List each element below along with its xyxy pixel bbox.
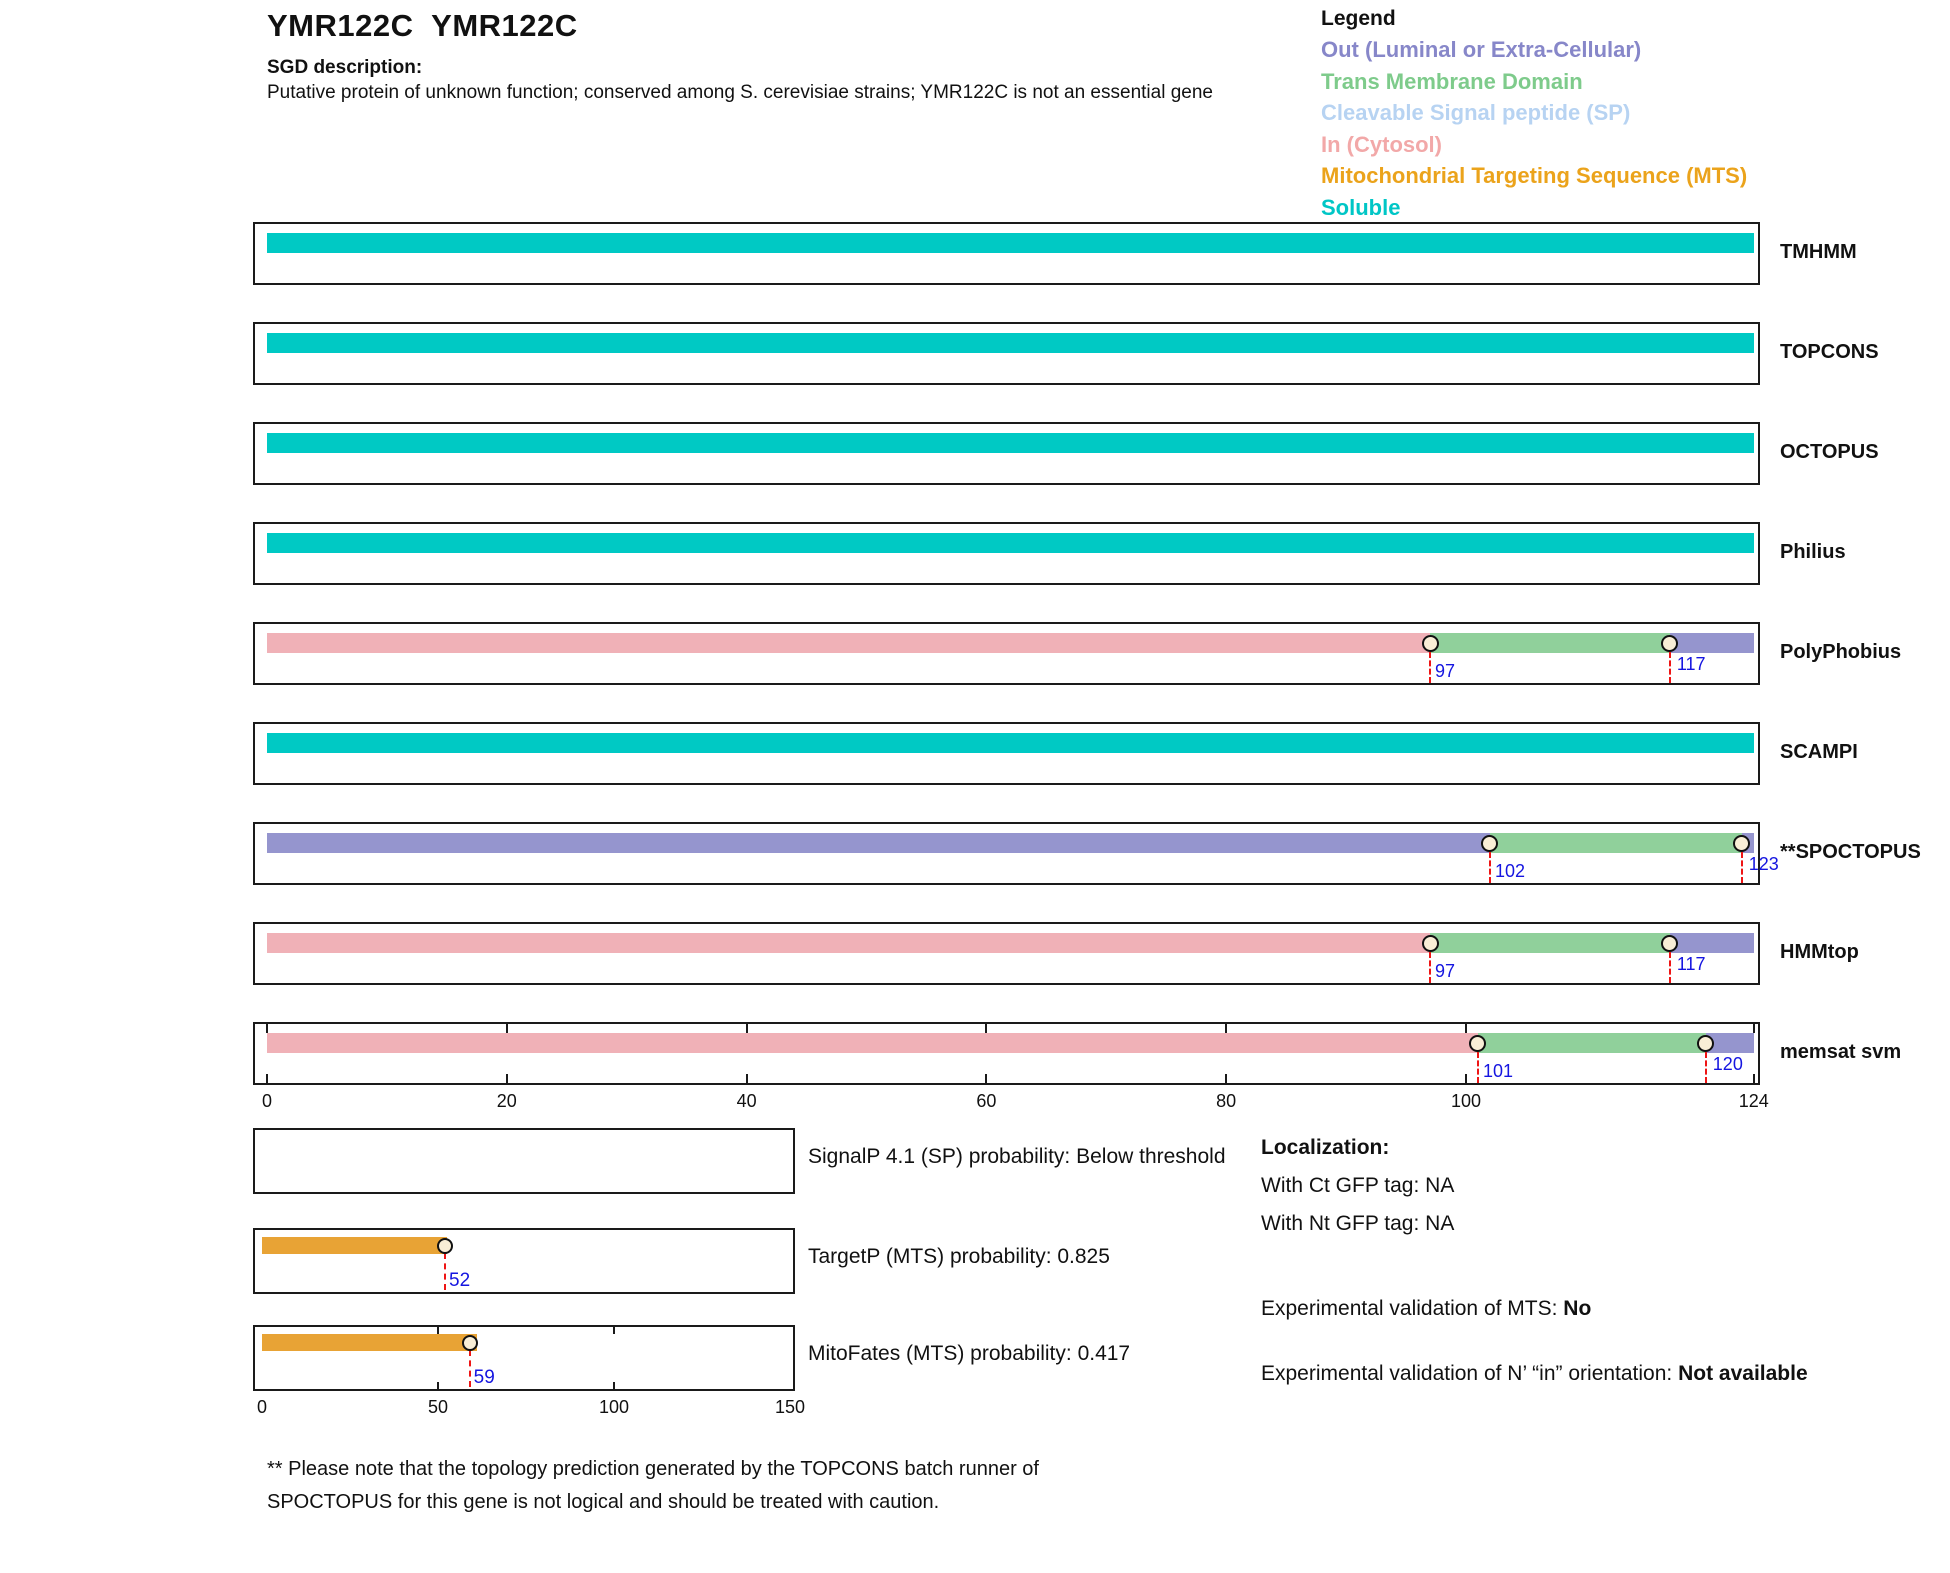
probability-plot-box xyxy=(253,1228,795,1294)
marker-dashed-line xyxy=(1477,1052,1479,1083)
marker-value-label: 117 xyxy=(1676,654,1706,674)
topology-segment-tm xyxy=(1490,833,1742,853)
localization-orientation-prefix: Experimental validation of N’ “in” orientation: xyxy=(1261,1362,1679,1385)
track-box xyxy=(253,522,1760,585)
marker-value-label: 102 xyxy=(1494,861,1526,881)
marker-dashed-line xyxy=(1489,852,1491,883)
residue-axis-tick xyxy=(985,1074,987,1083)
residue-axis-tick xyxy=(985,1024,987,1033)
residue-axis-tick xyxy=(746,1024,748,1033)
topology-segment-in xyxy=(267,633,1430,653)
track-box xyxy=(253,1022,1760,1085)
legend-title: Legend xyxy=(1321,7,1396,30)
localization-mts-value: No xyxy=(1563,1297,1592,1320)
residue-axis-tick xyxy=(506,1074,508,1083)
residue-axis-tick xyxy=(1465,1024,1467,1033)
page-title: YMR122C YMR122C xyxy=(267,8,578,43)
residue-axis-tick xyxy=(1465,1074,1467,1083)
track-name-label: memsat svm xyxy=(1780,1041,1902,1063)
residue-axis-label: 80 xyxy=(1216,1091,1237,1111)
probability-bar xyxy=(262,1334,477,1351)
track-box xyxy=(253,422,1760,485)
residue-axis-tick xyxy=(746,1074,748,1083)
topology-segment-out xyxy=(267,833,1490,853)
marker-value-label: 123 xyxy=(1748,854,1779,874)
marker-value-label: 101 xyxy=(1482,1061,1514,1081)
marker-circle-icon xyxy=(462,1335,478,1351)
legend-item-label: Out (Luminal or Extra-Cellular) xyxy=(1321,37,1642,62)
probability-axis-tick xyxy=(613,1382,615,1389)
localization-mts-line xyxy=(1261,1297,1591,1321)
marker-circle-icon xyxy=(1661,635,1678,652)
marker-value-label: 97 xyxy=(1435,961,1456,981)
residue-axis-tick xyxy=(266,1074,268,1083)
track-name-label: OCTOPUS xyxy=(1780,441,1879,463)
marker-value-label: 117 xyxy=(1676,954,1706,974)
localization-orientation-line xyxy=(1261,1357,1813,1390)
marker-circle-icon xyxy=(1697,1035,1714,1052)
track-box xyxy=(253,922,1760,985)
probability-plot-caption: TargetP (MTS) probability: 0.825 xyxy=(808,1245,1110,1268)
probability-plot-box xyxy=(253,1325,795,1391)
residue-axis-label: 0 xyxy=(261,1091,273,1111)
marker-dashed-line xyxy=(444,1253,446,1290)
probability-plot-caption: MitoFates (MTS) probability: 0.417 xyxy=(808,1342,1131,1365)
marker-value-label: 97 xyxy=(1435,661,1456,681)
localization-orientation-value: Not available xyxy=(1678,1362,1808,1385)
sgd-description-label: SGD description: xyxy=(267,57,423,78)
topology-segment-tm xyxy=(1430,933,1670,953)
residue-axis-tick xyxy=(1753,1074,1755,1083)
residue-axis-tick xyxy=(1225,1074,1227,1083)
marker-value-label: 52 xyxy=(449,1270,471,1291)
marker-circle-icon xyxy=(1661,935,1678,952)
marker-dashed-line xyxy=(1741,852,1743,883)
marker-dashed-line xyxy=(1429,952,1431,983)
marker-circle-icon xyxy=(1481,835,1498,852)
localization-title: Localization: xyxy=(1261,1136,1390,1159)
legend-item-label: Trans Membrane Domain xyxy=(1321,68,1583,94)
track-name-label: Philius xyxy=(1780,541,1846,563)
legend-item-label: Mitochondrial Targeting Sequence (MTS) xyxy=(1321,163,1748,188)
marker-circle-icon xyxy=(1422,635,1439,652)
topology-segment-soluble xyxy=(267,333,1754,353)
legend-item-label: In (Cytosol) xyxy=(1321,131,1442,157)
residue-axis-tick xyxy=(506,1024,508,1033)
residue-axis-tick xyxy=(1753,1024,1755,1033)
topology-segment-tm xyxy=(1478,1033,1706,1053)
probability-axis-tick xyxy=(437,1327,439,1334)
marker-circle-icon xyxy=(437,1238,453,1254)
track-box xyxy=(253,622,1760,685)
track-name-label: SCAMPI xyxy=(1780,741,1858,763)
probability-axis-label: 0 xyxy=(256,1397,268,1417)
track-name-label: **SPOCTOPUS xyxy=(1780,841,1921,863)
track-name-label: TOPCONS xyxy=(1780,341,1879,363)
track-box xyxy=(253,322,1760,385)
legend xyxy=(1321,4,1747,223)
residue-axis-label: 100 xyxy=(1450,1091,1482,1111)
probability-axis-label: 100 xyxy=(598,1397,630,1417)
legend-item-label: Cleavable Signal peptide (SP) xyxy=(1321,100,1631,125)
topology-segment-out xyxy=(1670,633,1754,653)
residue-axis-label: 124 xyxy=(1738,1091,1769,1111)
marker-dashed-line xyxy=(1669,652,1671,683)
footnote: ** Please note that the topology prediction generated by the TOPCONS batch runner of SPOCTOPUS for this gene is not logical and should be treated with caution. xyxy=(267,1458,1039,1513)
localization-line: With Ct GFP tag: NA xyxy=(1261,1174,1455,1197)
localization-line: With Nt GFP tag: NA xyxy=(1261,1212,1455,1235)
topology-segment-soluble xyxy=(267,233,1754,253)
probability-axis-tick xyxy=(613,1327,615,1334)
topology-segment-soluble xyxy=(267,733,1754,753)
marker-circle-icon xyxy=(1422,935,1439,952)
probability-axis-label: 150 xyxy=(774,1397,806,1417)
probability-axis-label: 50 xyxy=(427,1397,449,1417)
probability-axis-tick xyxy=(437,1382,439,1389)
residue-axis-tick xyxy=(1225,1024,1227,1033)
legend-item-label: Soluble xyxy=(1321,194,1401,220)
residue-axis-label: 20 xyxy=(496,1091,517,1111)
probability-plot-caption: SignalP 4.1 (SP) probability: Below threshold xyxy=(808,1145,1226,1168)
topology-segment-tm xyxy=(1430,633,1670,653)
topology-segment-soluble xyxy=(267,533,1754,553)
track-name-label: PolyPhobius xyxy=(1780,641,1902,663)
marker-value-label: 120 xyxy=(1712,1054,1743,1074)
localization-mts-prefix: Experimental validation of MTS: xyxy=(1261,1297,1564,1320)
track-box xyxy=(253,822,1779,885)
probability-bar xyxy=(262,1237,447,1254)
track-name-label: HMMtop xyxy=(1780,941,1859,963)
topology-segment-soluble xyxy=(267,433,1754,453)
residue-axis-label: 40 xyxy=(736,1091,757,1111)
residue-axis-tick xyxy=(266,1024,268,1033)
topology-segment-out xyxy=(1670,933,1754,953)
sgd-description-text: Putative protein of unknown function; conserved among S. cerevisiae strains; YMR122C is not an essential gene xyxy=(267,82,1213,103)
probability-plot-box xyxy=(253,1128,795,1194)
marker-dashed-line xyxy=(1429,652,1431,683)
track-box xyxy=(253,722,1760,785)
topology-segment-in xyxy=(267,1033,1478,1053)
track-name-label: TMHMM xyxy=(1780,241,1857,263)
track-box xyxy=(253,222,1760,285)
marker-dashed-line xyxy=(1705,1052,1707,1083)
marker-circle-icon xyxy=(1469,1035,1486,1052)
marker-circle-icon xyxy=(1733,835,1750,852)
marker-value-label: 59 xyxy=(473,1367,495,1388)
marker-dashed-line xyxy=(1669,952,1671,983)
topology-segment-in xyxy=(267,933,1430,953)
marker-dashed-line xyxy=(469,1350,471,1387)
residue-axis-label: 60 xyxy=(976,1091,997,1111)
